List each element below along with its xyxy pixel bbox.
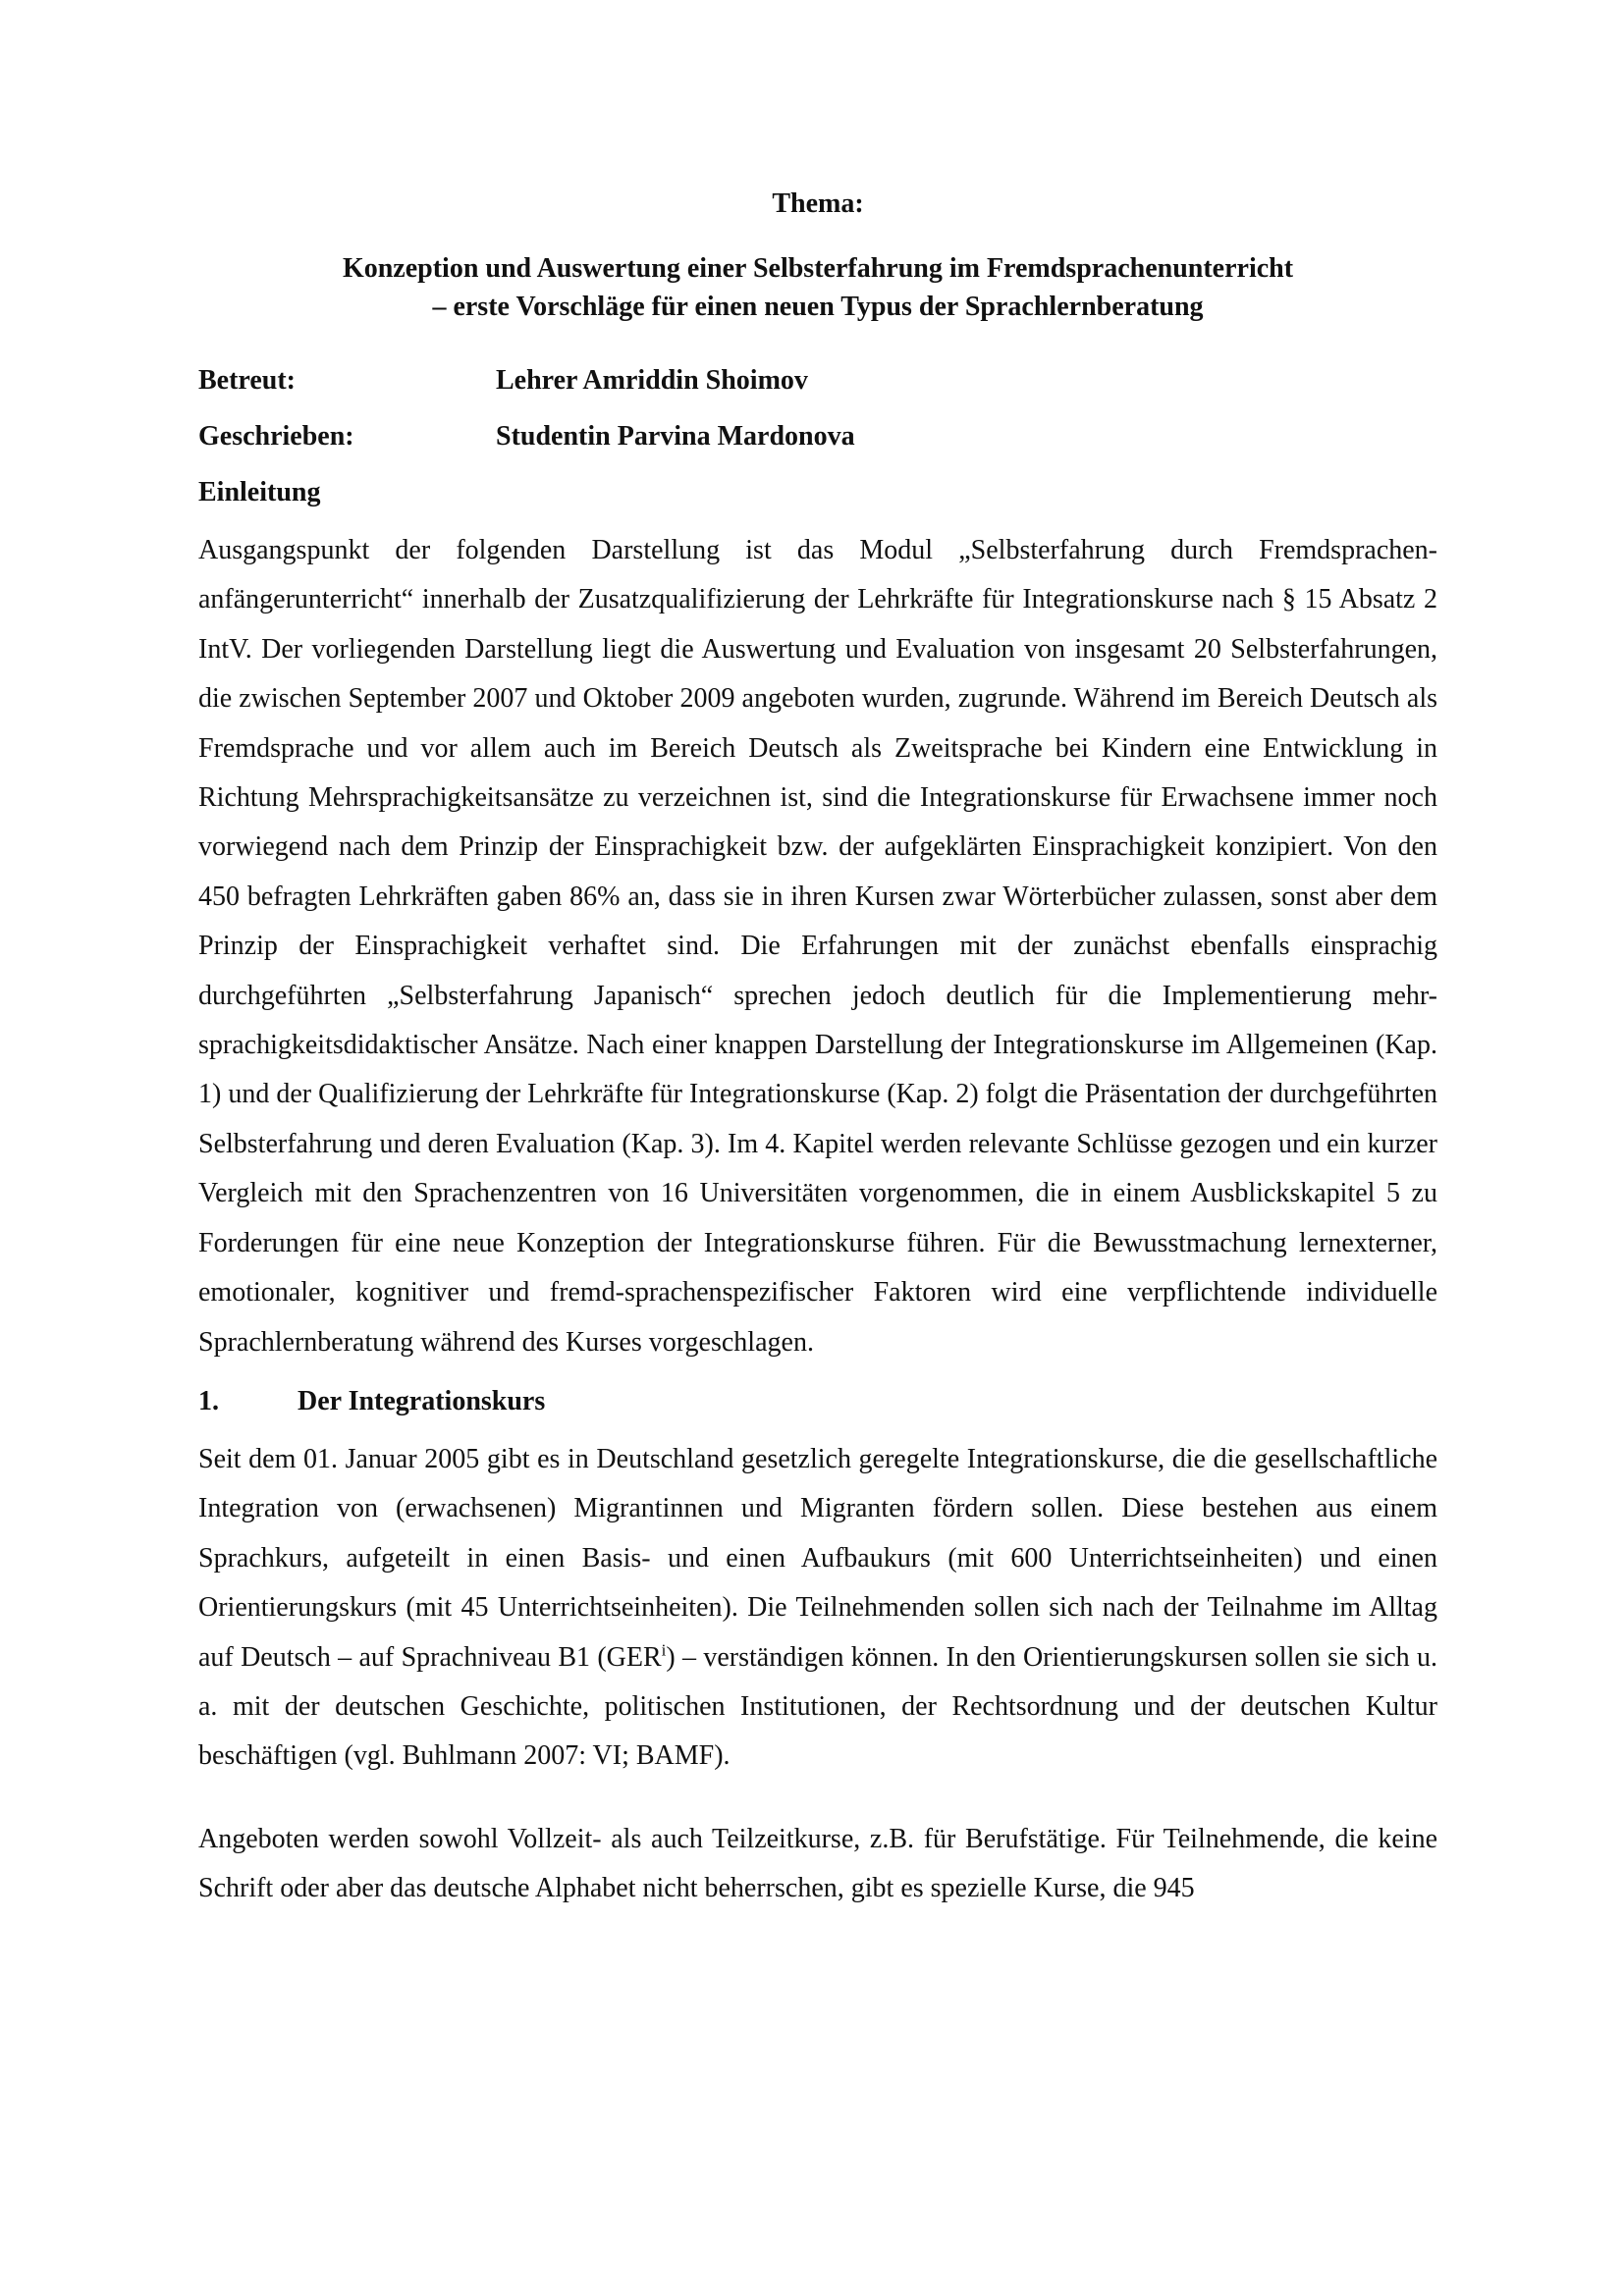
author-row [198,419,1437,454]
document-subtitle [198,249,1437,326]
paragraph-text-part-1: Seit dem 01. Januar 2005 gibt es in Deutschland gesetzlich geregelte Integrationskurse, die die gesellschaftliche Integration von (erwachsenen) Migrantinnen und Migranten fördern sollen. Diese bestehen aus einem Sprachkurs, aufgeteilt in einen Basis- und einen Aufbaukurs (mit 600 Unterrichtseinheiten) und einen Orientierungskurs (mit 45 Unterrichtseinheiten). Die Teilnehmenden sollen sich nach der Teilnahme im Alltag auf Deutsch – auf Sprachniveau B1 (GER [198,1443,1437,1673]
section-1-paragraph-1 [198,1435,1437,1782]
section-1-paragraph-2: Angeboten werden sowohl Vollzeit- als auch Teilzeitkurse, z.B. für Berufstätige. Für Teilnehmende, die keine Schrift oder aber das deutsche Alphabet nicht beherrschen, gibt es spezielle Kurse, die 945 [198,1823,1437,1904]
section-title: Der Integrationskurs [298,1385,546,1416]
subtitle-line-1: Konzeption und Auswertung einer Selbsterfahrung im Fremdsprachenunterricht [342,253,1294,284]
author-info [198,363,1437,454]
intro-paragraph: Ausgangspunkt der folgenden Darstellung ist das Modul „Selbsterfahrung durch Fremdsprachen-anfängerunterricht“ innerhalb der Zusatzqualifizierung der Lehrkräfte für Integrationskurse nach § 15 Absatz 2 IntV. Der vorliegenden Darstellung liegt die Auswertung und Evaluation von insgesamt 20 Selbsterfahrungen, die zwischen September 2007 und Oktober 2009 angeboten wurden, zugrunde. Während im Bereich Deutsch als Fremdsprache und vor allem auch im Bereich Deutsch als Zweitsprache bei Kindern eine Entwicklung in Richtung Mehrsprachigkeitsansätze zu verzeichnen ist, sind die Integrationskurse für Erwachsene immer noch vorwiegend nach dem Prinzip der Einsprachigkeit bzw. der aufgeklärten Einsprachigkeit konzipiert. Von den 450 befragten Lehrkräften gaben 86% an, dass sie in ihren Kursen zwar Wörterbücher zulassen, sonst aber dem Prinzip der Einsprachigkeit verhaftet sind. Die Erfahrungen mit der zunächst ebenfalls einsprachig durchgeführten „Selbsterfahrung Japanisch“ sprechen jedoch deutlich für die Implementierung mehr-sprachigkeitsdidaktischer Ansätze. Nach einer knappen Darstellung der Integrationskurse im Allgemeinen (Kap. 1) und der Qualifizierung der Lehrkräfte für Integrationskurse (Kap. 2) folgt die Präsentation der durchgeführten Selbsterfahrung und deren Evaluation (Kap. 3). Im 4. Kapitel werden relevante Schlüsse gezogen und ein kurzer Vergleich mit den Sprachenzentren von 16 Universitäten vorgenommen, die in einem Ausblickskapitel 5 zu Forderungen für eine neue Konzeption der Integrationskurse führen. Für die Bewusstmachung lernexterner, emotionaler, kognitiver und fremd-sprachenspezifischer Faktoren wird eine verpflichtende individuelle Sprachlernberatung während des Kurses vorgeschlagen. [198,535,1437,1358]
document-page [198,187,1437,1914]
paragraph-text-part-2: ) – verständigen können. In den Orientierungskursen sollen sie sich u. a. mit der deutschen Geschichte, politischen Institutionen, der Rechtsordnung und der deutschen Kultur beschäftigen (vgl. Buhlmann 2007: VI; BAMF). [198,1641,1437,1772]
author-label: Geschrieben: [198,421,354,452]
supervisor-row [198,363,1437,399]
section-number: 1. [198,1385,219,1416]
author-name: Studentin Parvina Mardonova [496,421,855,452]
footnote-marker[interactable]: i [661,1640,667,1660]
supervisor-name: Lehrer Amriddin Shoimov [496,365,808,396]
subtitle-line-2: – erste Vorschläge für einen neuen Typus der Sprachlernberatung [432,292,1204,322]
supervisor-label: Betreut: [198,365,296,396]
intro-heading: Einleitung [198,477,321,507]
document-title: Thema: [772,188,864,219]
section-1-heading [198,1384,1437,1419]
